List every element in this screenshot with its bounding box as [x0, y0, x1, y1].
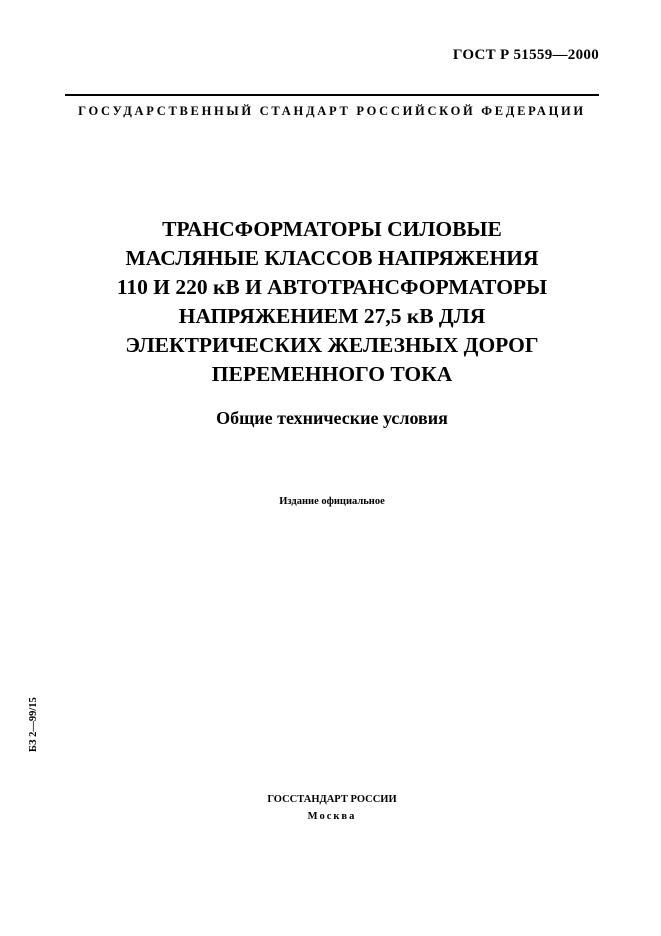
document-code: ГОСТ Р 51559—2000 — [452, 47, 599, 63]
title-line: НАПРЯЖЕНИЕМ 27,5 кВ ДЛЯ — [178, 304, 486, 328]
edition-note: Издание официальное — [279, 496, 385, 507]
publisher-city: Москва — [307, 811, 357, 822]
side-catalog-code: БЗ 2—99/15 — [28, 697, 39, 752]
title-line: 110 И 220 кВ И АВТОТРАНСФОРМАТОРЫ — [116, 275, 548, 299]
state-standard-heading: ГОСУДАРСТВЕННЫЙ СТАНДАРТ РОССИЙСКОЙ ФЕДЕРАЦИИ — [78, 104, 586, 118]
title-line: МАСЛЯНЫЕ КЛАССОВ НАПРЯЖЕНИЯ — [125, 246, 539, 270]
header-divider — [65, 94, 599, 96]
publisher-name: ГОССТАНДАРТ РОССИИ — [267, 794, 397, 805]
title-line: ПЕРЕМЕННОГО ТОКА — [211, 362, 453, 386]
title-line: ТРАНСФОРМАТОРЫ СИЛОВЫЕ — [162, 217, 502, 241]
document-title — [60, 215, 604, 389]
title-line: ЭЛЕКТРИЧЕСКИХ ЖЕЛЕЗНЫХ ДОРОГ — [125, 333, 539, 357]
document-subtitle: Общие технические условия — [216, 408, 448, 428]
